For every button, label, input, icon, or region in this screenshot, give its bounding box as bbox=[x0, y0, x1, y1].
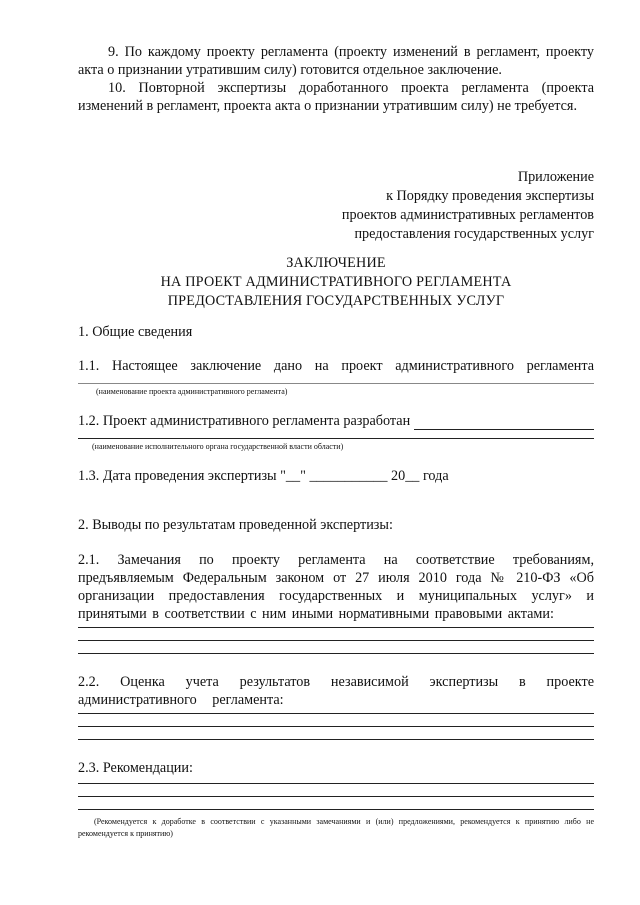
fill-line[interactable] bbox=[414, 415, 594, 430]
item-2-3 bbox=[78, 759, 594, 840]
item-2-2 bbox=[78, 673, 594, 740]
fill-line[interactable] bbox=[78, 809, 594, 810]
fill-line[interactable] bbox=[78, 627, 594, 628]
item-1-1 bbox=[78, 357, 594, 397]
item-1-1-text: 1.1. Настоящее заключение дано на проект административного регламента bbox=[78, 358, 594, 374]
item-2-1-text: 2.1. Замечания по проекту регламента на соответствие требованиям, предъявляемым Федеральным законом от 27 июля 2010 года № 210-ФЗ «Об организации предоставления государственных и муниципальных услуг» и принятыми в соответствии с ним иными нормативными правовыми актами: bbox=[78, 552, 594, 622]
item-1-1-caption: (наименование проекта административного регламента) bbox=[96, 387, 288, 396]
intro-block bbox=[78, 43, 594, 115]
appendix-line: проектов административных регламентов bbox=[341, 207, 594, 223]
fill-line[interactable] bbox=[78, 796, 594, 797]
fill-line[interactable] bbox=[78, 713, 594, 714]
paragraph-10: 10. Повторной экспертизы доработанного проекта регламента (проекта изменений в регламент, проекта акта о признании утратившим силу) не требуется. bbox=[78, 80, 594, 114]
document-title bbox=[78, 254, 594, 311]
fill-line[interactable] bbox=[78, 640, 594, 641]
paragraph-9: 9. По каждому проекту регламента (проекту изменений в регламент, проекту акта о признании утратившим силу) готовится отдельное заключение. bbox=[78, 44, 594, 78]
appendix-line: к Порядку проведения экспертизы bbox=[386, 188, 594, 204]
item-1-3: 1.3. Дата проведения экспертизы "__" ___________ 20__ года bbox=[78, 468, 449, 484]
appendix-line: Приложение bbox=[517, 169, 594, 185]
item-1-2-text: 1.2. Проект административного регламента разработан bbox=[78, 413, 411, 429]
section-1-heading: 1. Общие сведения bbox=[78, 324, 193, 340]
fill-line[interactable] bbox=[78, 653, 594, 654]
title-line: НА ПРОЕКТ АДМИНИСТРАТИВНОГО РЕГЛАМЕНТА bbox=[160, 274, 512, 290]
title-line: ЗАКЛЮЧЕНИЕ bbox=[286, 255, 386, 271]
fill-line bbox=[78, 383, 594, 384]
fill-line[interactable] bbox=[78, 739, 594, 740]
title-line: ПРЕДОСТАВЛЕНИЯ ГОСУДАРСТВЕННЫХ УСЛУГ bbox=[167, 293, 505, 309]
appendix-line: предоставления государственных услуг bbox=[354, 226, 594, 242]
item-2-3-text: 2.3. Рекомендации: bbox=[78, 760, 193, 776]
section-2-heading: 2. Выводы по результатам проведенной экспертизы: bbox=[78, 517, 393, 533]
item-1-2-caption: (наименование исполнительного органа государственной власти области) bbox=[92, 442, 344, 451]
item-2-3-caption: (Рекомендуется к доработке в соответствии с указанными замечаниями и (или) предложениями, рекомендуется к принятию либо не рекомендуется к принятию) bbox=[78, 817, 594, 838]
fill-line[interactable] bbox=[78, 438, 594, 439]
item-2-2-text: 2.2. Оценка учета результатов независимой экспертизы в проекте административного регламента: bbox=[78, 674, 594, 708]
item-1-2 bbox=[78, 412, 594, 452]
fill-line[interactable] bbox=[78, 783, 594, 784]
fill-line[interactable] bbox=[78, 726, 594, 727]
item-2-1 bbox=[78, 551, 594, 654]
appendix-block bbox=[78, 168, 594, 244]
